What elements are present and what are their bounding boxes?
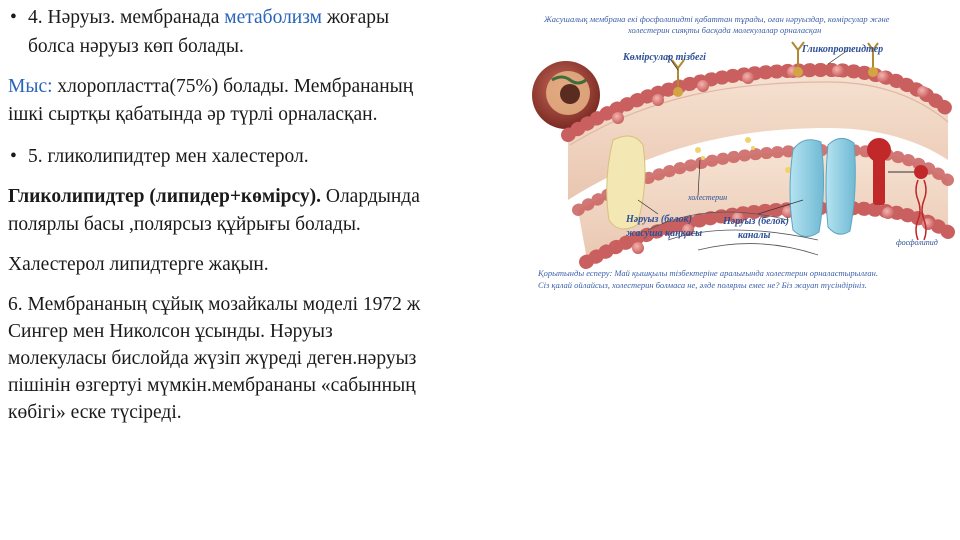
label-glycoproteins: Гликопротеидтер: [802, 44, 884, 55]
paragraph-cholesterol: Халестерол липидтерге жақын.: [8, 254, 269, 275]
figure-caption-top-2: холестерин сияқты басқада молекулалар орналасқан: [628, 25, 822, 35]
label-carrier-protein-2: жасуша қаңқасы: [626, 228, 703, 239]
membrane-figure: [528, 0, 960, 300]
label-channel-protein-2: каналы: [738, 230, 771, 241]
label-channel-protein-1: Нәруыз (белок): [723, 216, 789, 227]
paragraph-model-line4: пішінін өзгертуі мүмкін.мембрананы «сабынның: [8, 375, 416, 396]
example-label: Мыс:: [8, 76, 53, 97]
bullet: •: [10, 146, 17, 167]
paragraph-glycolipids-line2: полярлы басы ,полярсыз құйрығы болады.: [8, 214, 361, 235]
channel-protein: [790, 138, 855, 236]
figure-caption-top-1: Жасушалық мембрана екі фосфолипидті қабаттан тұрады, оған нәруыздар, көмірсулар және: [544, 14, 890, 24]
paragraph-protein-line2: болса нәруыз көп болады.: [28, 36, 244, 57]
paragraph-glycolipids-heading: • 5. гликолипидтер мен халестерол.: [10, 143, 309, 170]
paragraph-glycolipids: Гликолипидтер (липидер+көмірсу). Олардында: [8, 186, 420, 207]
label-carbohydrate-chain: Көмірсулар тізбегі: [623, 52, 706, 63]
bullet: •: [10, 7, 17, 28]
paragraph-model-line3: молекуласы бислойда жүзіп жүреді деген.нәруыз: [8, 348, 417, 369]
paragraph-example-line2: ішкі сыртқы қабатында әр түрлі орналасқан.: [8, 104, 378, 125]
paragraph-protein: • 4. Нәруыз. мембранада метаболизм жоғары: [10, 4, 389, 31]
label-cholesterol: холестерин: [688, 193, 728, 202]
label-phospholipid: фосфолипид: [896, 238, 938, 247]
paragraph-model-line5: көбігі» еске түсіреді.: [8, 402, 182, 423]
paragraph-example: Мыс: хлоропластта(75%) болады. Мембрананың: [8, 76, 414, 97]
label-carrier-protein-1: Нәруыз (белок): [626, 214, 692, 225]
paragraph-model-line2: Сингер мен Николсон ұсынды. Нәруыз: [8, 321, 333, 342]
figure-caption-bottom-1: Қорытынды есперу: Май қышқылы тізбектеріне аралығында холестерин орналастырылған.: [538, 268, 879, 278]
term-glycolipids: Гликолипидтер (липидер+көмірсу).: [8, 186, 321, 207]
term-metabolism: метаболизм: [224, 7, 323, 28]
membrane-illustration: [528, 0, 960, 300]
figure-caption-bottom-2: Сіз қалай ойлайсыз, холестерин болмаса не, әлде полярлы емес не? Біз жауап түсіндірініз.: [538, 280, 867, 290]
paragraph-model-line1: 6. Мембрананың сұйық мозайкалы моделі 1972 ж: [8, 294, 421, 315]
